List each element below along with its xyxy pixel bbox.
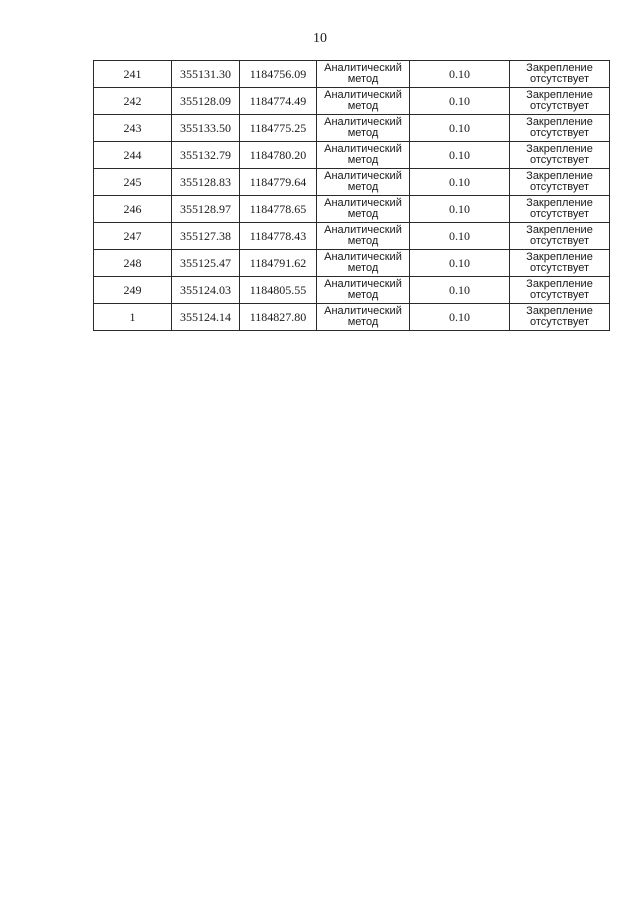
method-text: метод <box>347 154 379 166</box>
method-text: метод <box>347 316 379 328</box>
x-coordinate-cell: 355128.97 <box>172 196 240 223</box>
table-row <box>94 250 610 277</box>
accuracy-cell: 0.10 <box>410 277 510 304</box>
fixing-text: отсутствует <box>529 208 589 220</box>
y-coordinate-cell: 1184778.65 <box>240 196 317 223</box>
fixing-text: отсутствует <box>529 154 589 166</box>
fixing-text: Закрепление <box>526 305 593 317</box>
method-cell <box>317 88 410 115</box>
method-text: метод <box>347 73 379 85</box>
fixing-text: Закрепление <box>526 62 593 74</box>
x-coordinate-cell: 355124.14 <box>172 304 240 331</box>
method-text: Аналитический <box>324 143 402 155</box>
accuracy-cell: 0.10 <box>410 115 510 142</box>
table-row <box>94 304 610 331</box>
fixing-cell <box>510 115 610 142</box>
y-coordinate-cell: 1184756.09 <box>240 61 317 88</box>
method-text: Аналитический <box>324 305 402 317</box>
accuracy-cell: 0.10 <box>410 304 510 331</box>
method-cell <box>317 196 410 223</box>
fixing-text: отсутствует <box>529 181 589 193</box>
page-number: 10 <box>313 31 327 46</box>
method-text: метод <box>347 100 379 112</box>
accuracy-cell: 0.10 <box>410 196 510 223</box>
fixing-cell <box>510 142 610 169</box>
fixing-cell <box>510 88 610 115</box>
method-cell <box>317 169 410 196</box>
x-coordinate-cell: 355133.50 <box>172 115 240 142</box>
method-text: Аналитический <box>324 116 402 128</box>
point-number-cell: 248 <box>94 250 172 277</box>
method-text: метод <box>347 235 379 247</box>
fixing-text: отсутствует <box>529 100 589 112</box>
table-row <box>94 115 610 142</box>
y-coordinate-cell: 1184779.64 <box>240 169 317 196</box>
table-row <box>94 61 610 88</box>
method-text: Аналитический <box>324 89 402 101</box>
method-text: метод <box>347 262 379 274</box>
x-coordinate-cell: 355124.03 <box>172 277 240 304</box>
fixing-text: Закрепление <box>526 197 593 209</box>
method-cell <box>317 61 410 88</box>
fixing-text: отсутствует <box>529 316 589 328</box>
method-text: Аналитический <box>324 170 402 182</box>
fixing-text: Закрепление <box>526 170 593 182</box>
fixing-text: Закрепление <box>526 116 593 128</box>
point-number-cell: 247 <box>94 223 172 250</box>
point-number-cell: 246 <box>94 196 172 223</box>
accuracy-cell: 0.10 <box>410 223 510 250</box>
fixing-cell <box>510 250 610 277</box>
method-text: Аналитический <box>324 251 402 263</box>
method-text: Аналитический <box>324 62 402 74</box>
table-body <box>94 61 610 331</box>
x-coordinate-cell: 355125.47 <box>172 250 240 277</box>
method-text: Аналитический <box>324 197 402 209</box>
accuracy-cell: 0.10 <box>410 88 510 115</box>
y-coordinate-cell: 1184774.49 <box>240 88 317 115</box>
method-cell <box>317 223 410 250</box>
y-coordinate-cell: 1184775.25 <box>240 115 317 142</box>
fixing-cell <box>510 196 610 223</box>
table-row <box>94 277 610 304</box>
y-coordinate-cell: 1184827.80 <box>240 304 317 331</box>
method-text: метод <box>347 127 379 139</box>
method-text: Аналитический <box>324 278 402 290</box>
table-row <box>94 169 610 196</box>
y-coordinate-cell: 1184778.43 <box>240 223 317 250</box>
fixing-cell <box>510 277 610 304</box>
y-coordinate-cell: 1184805.55 <box>240 277 317 304</box>
fixing-cell <box>510 169 610 196</box>
point-number-cell: 249 <box>94 277 172 304</box>
method-cell <box>317 142 410 169</box>
x-coordinate-cell: 355128.09 <box>172 88 240 115</box>
fixing-text: Закрепление <box>526 224 593 236</box>
y-coordinate-cell: 1184791.62 <box>240 250 317 277</box>
fixing-text: отсутствует <box>529 235 589 247</box>
method-text: метод <box>347 289 379 301</box>
table-row <box>94 196 610 223</box>
fixing-text: Закрепление <box>526 89 593 101</box>
accuracy-cell: 0.10 <box>410 250 510 277</box>
method-text: метод <box>347 208 379 220</box>
accuracy-cell: 0.10 <box>410 61 510 88</box>
fixing-cell <box>510 304 610 331</box>
point-number-cell: 245 <box>94 169 172 196</box>
accuracy-cell: 0.10 <box>410 169 510 196</box>
x-coordinate-cell: 355131.30 <box>172 61 240 88</box>
method-cell <box>317 250 410 277</box>
point-number-cell: 1 <box>94 304 172 331</box>
table-row <box>94 223 610 250</box>
point-number-cell: 243 <box>94 115 172 142</box>
point-number-cell: 244 <box>94 142 172 169</box>
point-number-cell: 241 <box>94 61 172 88</box>
y-coordinate-cell: 1184780.20 <box>240 142 317 169</box>
table-row <box>94 142 610 169</box>
accuracy-cell: 0.10 <box>410 142 510 169</box>
method-text: метод <box>347 181 379 193</box>
fixing-text: Закрепление <box>526 278 593 290</box>
method-cell <box>317 277 410 304</box>
fixing-text: Закрепление <box>526 251 593 263</box>
x-coordinate-cell: 355127.38 <box>172 223 240 250</box>
fixing-cell <box>510 223 610 250</box>
table-row <box>94 88 610 115</box>
method-text: Аналитический <box>324 224 402 236</box>
x-coordinate-cell: 355128.83 <box>172 169 240 196</box>
fixing-text: отсутствует <box>529 289 589 301</box>
method-cell <box>317 304 410 331</box>
fixing-text: отсутствует <box>529 262 589 274</box>
fixing-text: отсутствует <box>529 73 589 85</box>
x-coordinate-cell: 355132.79 <box>172 142 240 169</box>
coordinates-table <box>93 60 610 331</box>
fixing-text: Закрепление <box>526 143 593 155</box>
fixing-text: отсутствует <box>529 127 589 139</box>
point-number-cell: 242 <box>94 88 172 115</box>
fixing-cell <box>510 61 610 88</box>
method-cell <box>317 115 410 142</box>
